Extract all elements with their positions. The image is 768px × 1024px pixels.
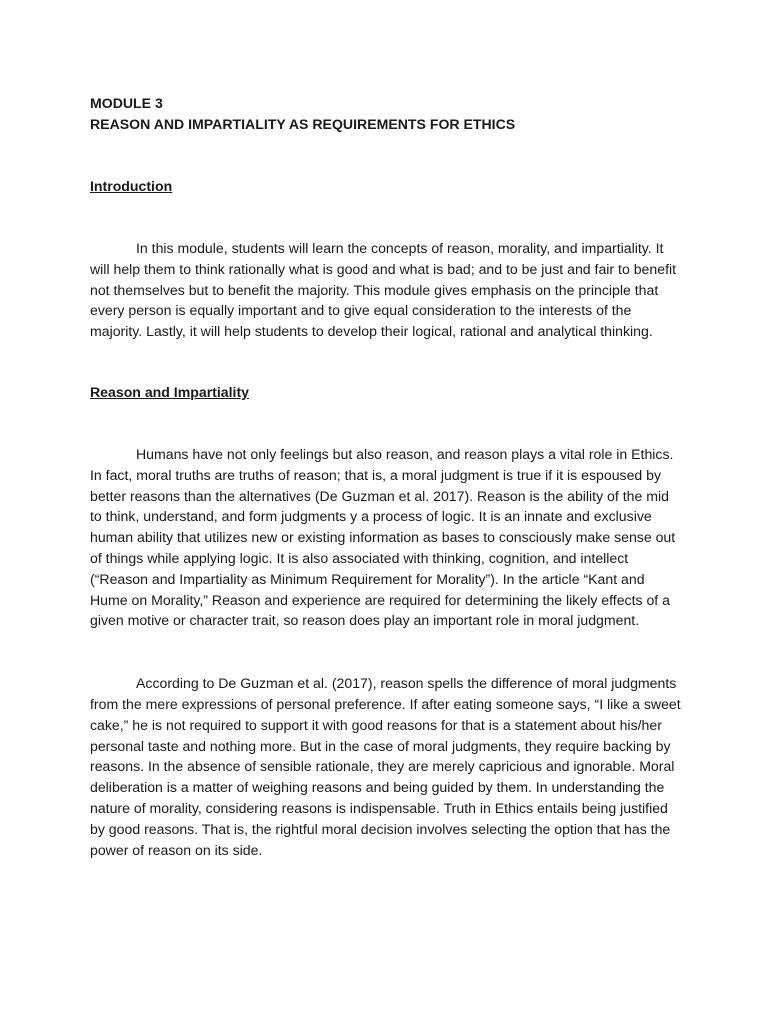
module-title: REASON AND IMPARTIALITY AS REQUIREMENTS FOR ETHICS	[90, 116, 516, 132]
section-heading-reason-and-impartiality: Reason and Impartiality	[90, 383, 249, 400]
reason-paragraph-2: According to De Guzman et al. (2017), reason spells the difference of moral judgments from the mere expressions of personal preference. If after eating someone says, “I like a sweet cake,” he is not required to support it with good reasons for that is a statement about his/her personal taste and nothing more. But in the case of moral judgments, they require backing by reasons. In the absence of sensible rationale, they are merely capricious and ignorable. Moral deliberation is a matter of weighing reasons and being guided by them. In understanding the nature of morality, considering reasons is indispensable. Truth in Ethics entails being justified by good reasons. That is, the rightful moral decision involves selecting the option that has the power of reason on its side.	[90, 675, 681, 858]
reason-paragraph-1: Humans have not only feelings but also reason, and reason plays a vital role in Ethics. In fact, moral truths are truths of reason; that is, a moral judgment is true if it is espoused by better reasons than the alternatives (De Guzman et al. 2017). Reason is the ability of the mid to think, understand, and form judgments y a process of logic. It is an innate and exclusive human ability that utilizes new or existing information as bases to consciously make sense out of things while applying logic. It is also associated with thinking, cognition, and intellect (“Reason and Impartiality as Minimum Requirement for Morality”). In the article “Kant and Hume on Morality,” Reason and experience are required for determining the likely effects of a given motive or character trait, so reason does play an important role in moral judgment.	[90, 445, 676, 629]
spacer	[90, 631, 682, 673]
spacer	[90, 135, 682, 176]
spacer	[90, 342, 682, 382]
spacer	[90, 403, 682, 444]
introduction-paragraph: In this module, students will learn the concepts of reason, morality, and impartiality. It will help them to think rationally what is good and what is bad; and to be just and fair to benefit not themselves but to benefit the majority. This module gives emphasis on the principle that every person is equally important and to give equal consideration to the interests of the majority. Lastly, it will help students to develop their logical, rational and analytical thinking.	[90, 240, 677, 340]
section-heading-introduction: Introduction	[90, 178, 173, 194]
module-label: MODULE 3	[90, 95, 163, 111]
spacer	[90, 197, 682, 238]
